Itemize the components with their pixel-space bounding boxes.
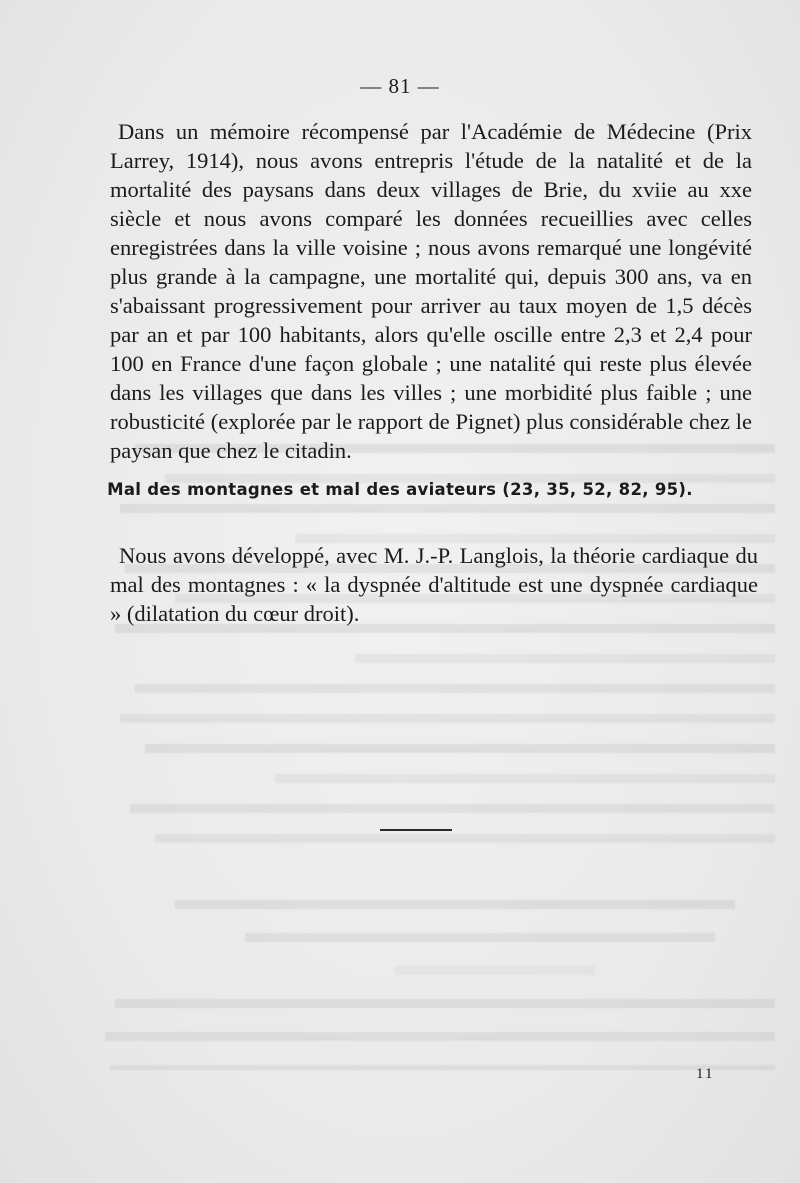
bleed-through-texture-lower (95, 900, 775, 1070)
signature-mark: 11 (696, 1066, 715, 1082)
section-heading: Mal des montagnes et mal des aviateurs (23, 35, 52, 82, 95). (107, 480, 693, 499)
section-divider (380, 829, 452, 831)
page-number: — 81 — (360, 74, 440, 98)
paragraph-natalite-mortalite: Dans un mémoire récompensé par l'Académie de Médecine (Prix Larrey, 1914), nous avons entrepris l'étude de la natalité et de la mortalité des paysans dans deux villages de Brie, du xviie au xxe siècle et nous avons comparé les données recueillies avec celles enregistrées dans la ville voisine ; nous avons remarqué une longévité plus grande à la campagne, une mortalité qui, depuis 300 ans, va en s'abaissant progressivement pour arriver au taux moyen de 1,5 décès par an et par 100 habitants, alors qu'elle oscille entre 2,3 et 2,4 pour 100 en France d'une façon globale ; une natalité qui reste plus élevée dans les villages que dans les villes ; une morbidité plus faible ; une robusticité (explorée par le rapport de Pignet) plus considérable chez le paysan que chez le citadin. (110, 119, 752, 463)
paragraph-mal-des-montagnes: Nous avons développé, avec M. J.-P. Langlois, la théorie cardiaque du mal des montagnes : « la dyspnée d'altitude est une dyspnée cardiaque » (dilatation du cœur droit). (110, 543, 758, 626)
